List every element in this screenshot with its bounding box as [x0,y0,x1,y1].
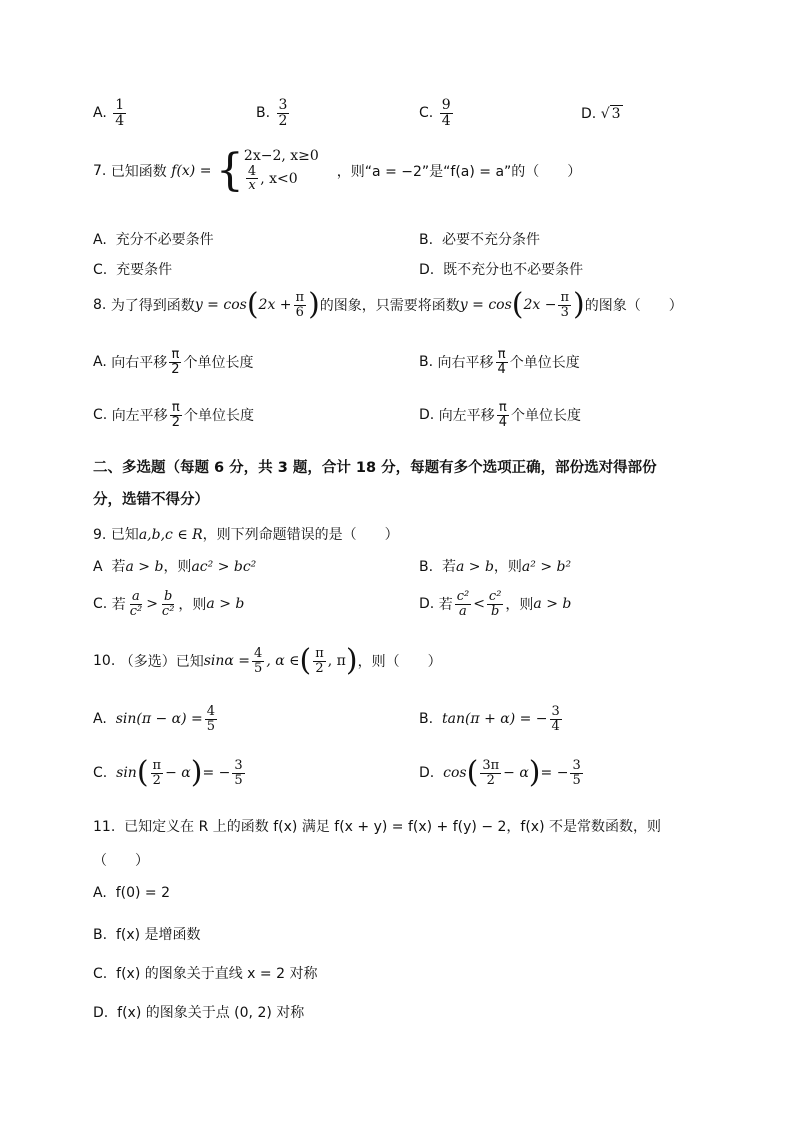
fraction: $\frac{\pi}{6}$ [295,289,305,320]
q11-option-d: D. f(x) 的图象关于点 (0, 2) 对称 [93,1005,305,1021]
fraction: $\frac{\pi}{4}$ [497,347,506,377]
q10-option-b: B. tan(π + α) = − $\frac{3}{4}$ [419,704,560,734]
q6-option-a: A. $\frac{1}{4}$ [93,97,125,129]
q10-option-d: D. cos ( $\frac{3\pi}{2}$ − α ) = − $\frac{3}{5}$ [419,755,581,790]
section-2-heading: 二、多选题（每题 6 分，共 3 题，合计 18 分，每题有多个选项正确，部份选对得部份 [93,460,657,476]
fraction: $\frac{\pi}{2}$ [152,757,162,788]
fraction: $\frac{\pi}{2}$ [315,645,324,676]
question-9-stem: 9. 已知a,b,c ∈ R，则下列命题错误的是（ ） [93,527,399,543]
q7-option-d: D. 既不充分也不必要条件 [419,262,584,278]
fraction: $\frac{\pi}{4}$ [498,400,507,430]
q9-option-b: B. 若a > b，则a² > b² [419,559,572,575]
piecewise-cases: 2x−2, x≥0 $\frac{4}{x}$ , x<0 [243,148,319,194]
question-10-stem: 10. （多选）已知 sinα = $\frac{4}{5}$ , α ∈ ( $\frac{\pi}{2}$ , π ) ，则（ ） [93,643,442,678]
fraction: $\frac{\text{c²}}{a}$ [456,589,470,619]
q7-option-a: A. 充分不必要条件 [93,232,214,248]
fraction: $\frac{3}{5}$ [572,757,581,788]
sqrt-expression: √ 3 [600,106,621,122]
fraction: $\frac{3}{2}$ [278,97,288,129]
question-11-stem: 11. 已知定义在 R 上的函数 f(x) 满足 f(x + y) = f(x) + f(y) − 2，f(x) 不是常数函数，则 [93,819,662,835]
fraction: $\frac{3}{5}$ [234,757,243,788]
q6-option-b: B. $\frac{3}{2}$ [256,97,288,129]
fraction: $\frac{b}{\text{c²}}$ [161,589,175,619]
q8-option-a: A. 向右平移 $\frac{\pi}{2}$ 个单位长度 [93,347,254,377]
fraction: $\frac{4}{5}$ [254,645,263,676]
question-11-stem-cont: （ ） [93,853,149,869]
left-brace: { [215,144,244,196]
q9-option-d: D. 若 $\frac{\text{c²}}{a}$ < $\frac{\text{c²}}{b}$ ，则 a > b [419,589,572,619]
q7-option-b: B. 必要不充分条件 [419,232,540,248]
q7-option-c: C. 充要条件 [93,262,173,278]
fraction: $\frac{\text{c²}}{b}$ [488,589,502,619]
q8-option-b: B. 向右平移 $\frac{\pi}{4}$ 个单位长度 [419,347,580,377]
q6-option-c: C. $\frac{9}{4}$ [419,97,451,129]
fraction: $\frac{\pi}{3}$ [560,289,570,320]
q8-option-c: C. 向左平移 $\frac{\pi}{2}$ 个单位长度 [93,400,254,430]
q11-option-a: A. f(0) = 2 [93,885,170,901]
section-2-heading-cont: 分，选错不得分） [93,492,209,508]
fraction: $\frac{4}{x}$ [247,163,257,194]
q6-option-d: D. √ 3 [581,106,621,122]
q9-option-a: A 若a > b，则ac² > bc² [93,559,257,575]
q11-option-b: B. f(x) 是增函数 [93,927,201,943]
q9-option-c: C. 若 $\frac{a}{\text{c²}}$ > $\frac{b}{\text{c²}}$ ，则 a > b [93,589,245,619]
fraction: $\frac{9}{4}$ [441,97,451,129]
q8-option-d: D. 向左平移 $\frac{\pi}{4}$ 个单位长度 [419,400,581,430]
fraction: $\frac{a}{\text{c²}}$ [129,589,143,619]
fraction: $\frac{\pi}{2}$ [171,400,180,430]
fraction: $\frac{1}{4}$ [115,97,125,129]
q10-option-c: C. sin ( $\frac{\pi}{2}$ − α ) = − $\frac{3}{5}$ [93,755,243,790]
question-8-stem: 8. 为了得到函数 y = cos ( 2x + $\frac{\pi}{6}$ ) 的图象，只需要将函数 y = cos ( 2x − $\frac{\pi}{3}$ ) 的图象（ ） [93,287,683,322]
fraction: $\frac{3}{4}$ [551,704,560,734]
fraction: $\frac{3\pi}{2}$ [482,757,500,788]
fraction: $\frac{\pi}{2}$ [171,347,180,377]
fraction: $\frac{4}{5}$ [206,704,216,734]
q10-option-a: A. sin(π − α) = $\frac{4}{5}$ [93,704,216,734]
question-7-stem: 7. 已知函数 f(x) = { 2x−2, x≥0 $\frac{4}{x}$ , x<0 ，则“a = −2”是“f(a) = a”的（ ） [93,144,582,196]
q11-option-c: C. f(x) 的图象关于直线 x = 2 对称 [93,966,318,982]
